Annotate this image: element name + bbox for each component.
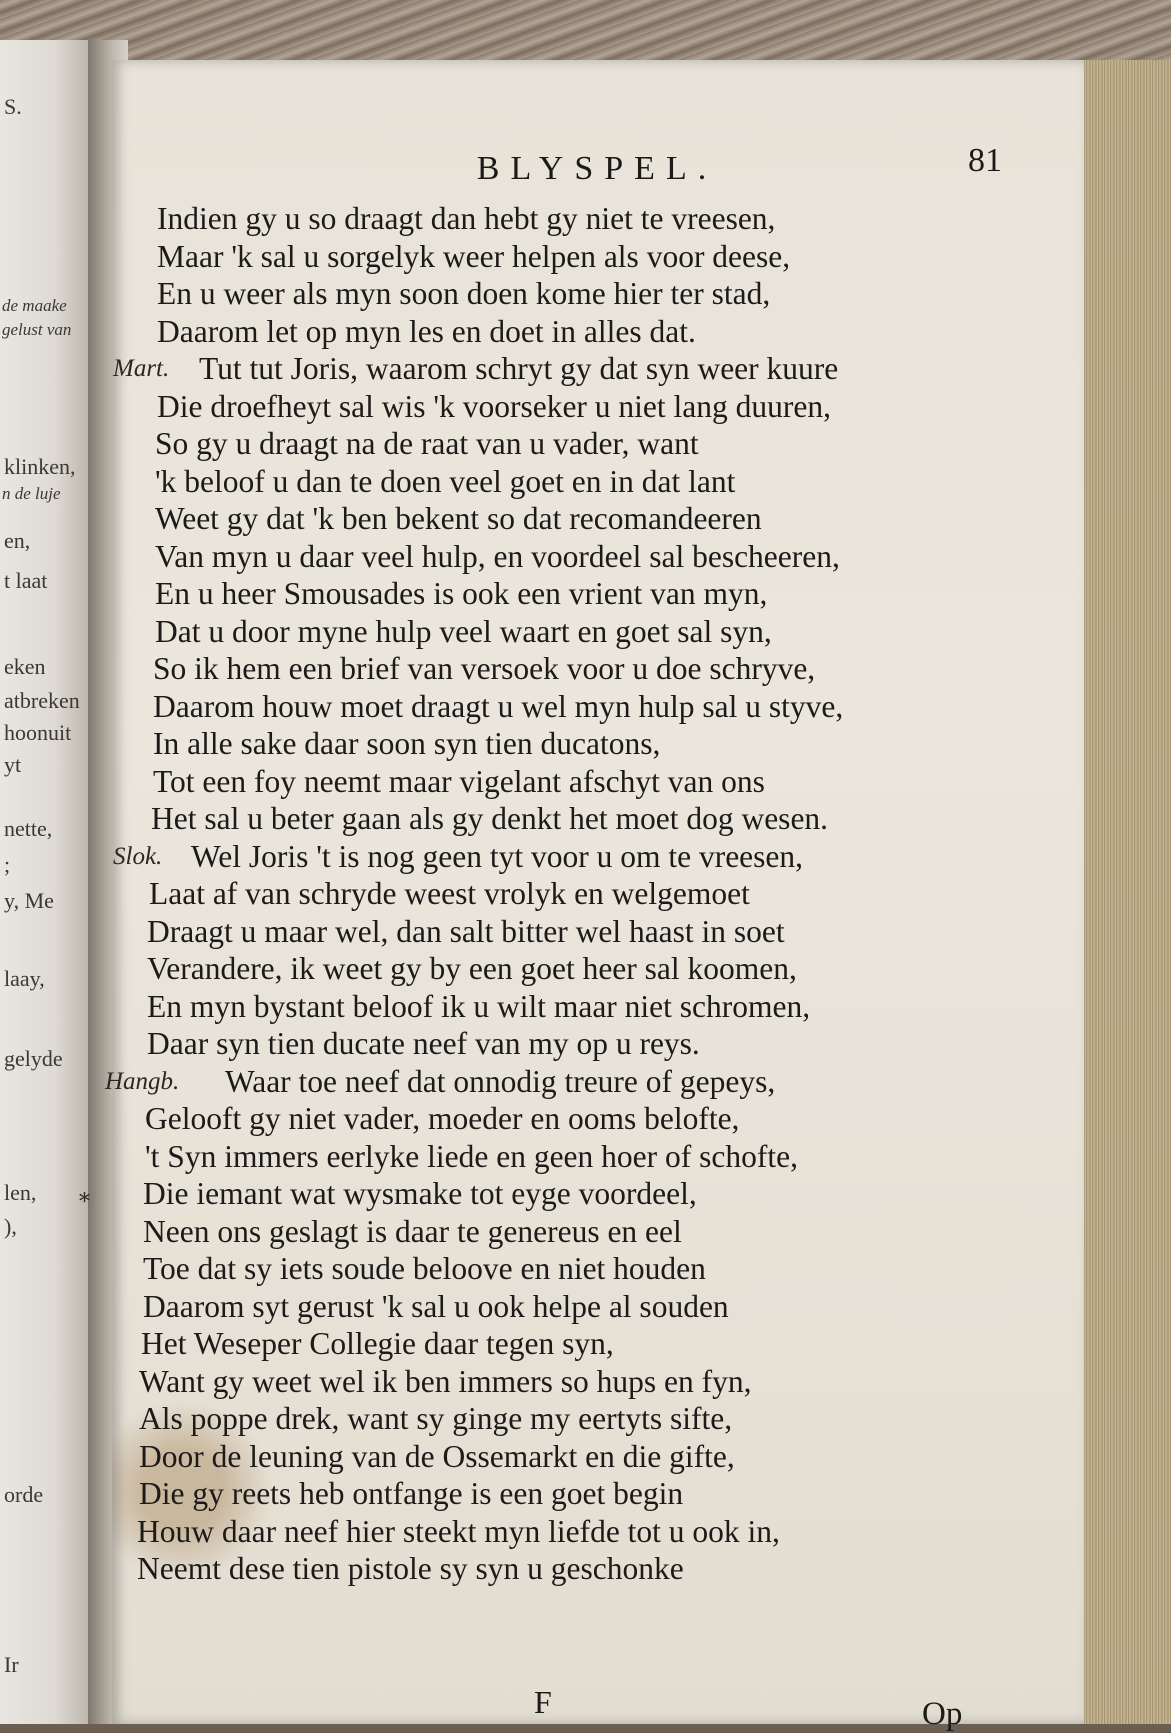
right-page [79,60,1084,1732]
verse-text: Dat u door myne hulp veel waart en goet sal syn, [155,613,772,649]
verse-line [113,838,1067,876]
left-page-fragment: hoonuit [4,720,72,745]
verse-line [137,1250,1067,1288]
left-page-fragment: Ir [4,1652,19,1677]
signature-mark: F [534,1684,552,1720]
verse-line [137,1325,1067,1363]
verse-line [105,1063,1067,1101]
verse-line [137,500,1067,538]
left-page-fragment: S. [4,94,22,119]
speaker-label: Hangb. [105,1067,180,1095]
verse-text: Want gy weet wel ik ben immers so hups en fyn, [139,1363,752,1399]
catchword: Op [922,1696,963,1732]
verse-text: Die iemant wat wysmake tot eyge voordeel, [143,1176,697,1211]
verse-line [137,425,1067,463]
verse-line [137,725,1067,763]
verse-text: Indien gy u so draagt dan hebt gy niet te vreesen, [157,201,776,236]
verse-text: Het sal u beter gaan als gy denkt het moet dog wesen. [151,801,829,836]
speaker-label: Slok. [113,842,163,870]
verse-text: Draagt u maar wel, dan salt bitter wel haast in soet [147,913,785,949]
verse-line [137,763,1067,801]
verse-line [137,1475,1067,1513]
verse-text: En u heer Smousades is ook een vrient van myn, [155,576,768,611]
verse-line [137,1288,1067,1326]
left-page-fragment: atbreken [4,688,80,713]
verse-text: Daarom let op myn les en doet in alles dat. [157,313,696,349]
verse-line [137,913,1067,951]
left-page-fragment: y, Me [4,888,54,913]
left-page-fragment: ; [4,852,11,877]
verse-line [137,313,1067,351]
left-page-fragment: klinken, [4,454,76,479]
verse-line [137,275,1067,313]
verse-text: Neen ons geslagt is daar te genereus en eel [143,1213,682,1249]
verse-line [137,1025,1067,1063]
verse-line [137,1138,1067,1176]
left-page-fragment: de maake [2,296,67,315]
verse-text: Tut tut Joris, waarom schryt gy dat syn weer kuure [199,351,839,386]
verse-text: Door de leuning van de Ossemarkt en die gifte, [139,1438,735,1474]
verse-text: So gy u draagt na de raat van u vader, want [155,426,699,461]
verse-text: Als poppe drek, want sy ginge my eertyts sifte, [139,1401,733,1436]
verse-line [113,350,1067,388]
left-page-fragment: t laat [4,568,48,593]
verse-line [137,463,1067,501]
verse-line [137,613,1067,651]
left-page-fragment: laay, [4,966,45,991]
verse-text: Van myn u daar veel hulp, en voordeel sal bescheeren, [155,538,840,574]
verse-text: Verandere, ik weet gy by een goet heer sal koomen, [147,951,797,986]
margin-mark: * [79,1190,90,1215]
verse-line [137,575,1067,613]
page-number: 81 [968,142,1002,179]
verse-text: Gelooft gy niet vader, moeder en ooms belofte, [145,1101,740,1136]
verse-line [137,988,1067,1026]
verse-line [137,200,1067,238]
left-page [0,40,92,1724]
left-page-fragment: gelust van [2,320,72,339]
left-page-fragment: en, [4,528,31,553]
verse-line [137,1100,1067,1138]
verse-text: In alle sake daar soon syn tien ducatons, [153,726,661,761]
verse-text: 'k beloof u dan te doen veel goet en in dat lant [155,463,736,499]
verse-line [137,1513,1067,1551]
verse-text: Het Weseper Collegie daar tegen syn, [141,1326,614,1361]
verse-line [137,1438,1067,1476]
verse-text: En u weer als myn soon doen kome hier ter stad, [157,276,771,311]
running-head: BLYSPEL. [476,150,718,187]
left-page-fragment: len, [4,1180,37,1205]
verse-text: Daar syn tien ducate neef van my op u reys. [147,1026,700,1061]
verse-line [137,538,1067,576]
verse-line [137,688,1067,726]
verse-text: Tot een foy neemt maar vigelant afschyt van ons [153,763,765,799]
left-page-fragment: orde [4,1482,44,1507]
verse-line [137,875,1067,913]
verse-text: So ik hem een brief van versoek voor u doe schryve, [153,651,816,686]
verse-line [137,1550,1067,1588]
verse-text: Waar toe neef dat onnodig treure of gepeys, [225,1063,776,1099]
verse-line [137,1400,1067,1438]
left-page-fragment: eken [4,654,46,679]
verse-text: Toe dat sy iets soude beloove en niet houden [143,1251,706,1286]
verse-line [137,238,1067,276]
verse-line [137,1363,1067,1401]
verse-text: Wel Joris 't is nog geen tyt voor u om te vreesen, [191,838,804,874]
verse-text: Die droefheyt sal wis 'k voorseker u niet lang duuren, [157,388,831,424]
verse-line [137,1175,1067,1213]
left-page-fragment: yt [4,752,22,777]
verse-text: Weet gy dat 'k ben bekent so dat recomandeeren [155,501,762,536]
left-page-fragment: nette, [4,816,53,841]
page-edges [1080,60,1171,1724]
left-page-fragment: gelyde [4,1046,63,1071]
verse-line [137,650,1067,688]
speaker-label: Mart. [113,355,170,382]
verse-line [137,1213,1067,1251]
left-page-fragment: ), [4,1214,17,1239]
verse-block [79,200,1067,1588]
verse-line [137,950,1067,988]
verse-line [137,388,1067,426]
verse-text: Neemt dese tien pistole sy syn u geschonke [137,1551,684,1586]
verse-text: Die gy reets heb ontfange is een goet begin [139,1476,684,1511]
verse-text: Houw daar neef hier steekt myn liefde tot u ook in, [137,1513,780,1549]
left-page-fragment: n de luje [2,484,61,503]
verse-text: En myn bystant beloof ik u wilt maar niet schromen, [147,988,811,1024]
verse-text: Daarom houw moet draagt u wel myn hulp sal u styve, [153,688,844,724]
verse-line [137,800,1067,838]
verse-text: Daarom syt gerust 'k sal u ook helpe al souden [143,1288,729,1324]
verse-text: Laat af van schryde weest vrolyk en welgemoet [149,876,750,911]
verse-text: Maar 'k sal u sorgelyk weer helpen als voor deese, [157,238,791,274]
verse-text: 't Syn immers eerlyke liede en geen hoer of schofte, [145,1138,798,1174]
